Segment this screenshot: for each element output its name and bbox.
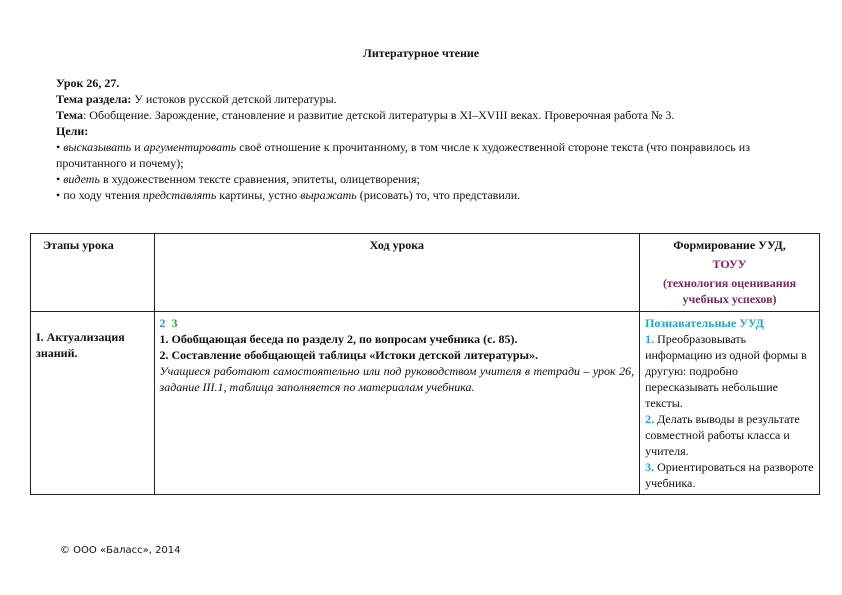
header-course: Ход урока (154, 234, 640, 312)
lesson-topic (56, 107, 796, 123)
uud-item-1 (645, 331, 814, 411)
goal-3-verb-1: представлять (142, 188, 217, 202)
goal-item-3 (56, 187, 796, 203)
uud-item-2 (645, 411, 814, 459)
goal-1-verb-1: высказывать (63, 140, 132, 154)
document-title: Литературное чтение (362, 46, 480, 60)
uud-item-3 (645, 459, 814, 491)
slide-numbers (160, 315, 635, 331)
lesson-table (30, 233, 820, 495)
course-item-1: 1. Обобщающая беседа по разделу 2, по вопросам учебника (с. 85). (159, 332, 518, 346)
header-uud-title: Формирование УУД, (673, 238, 786, 252)
section-theme (56, 91, 796, 107)
uud-item-3-text: Ориентироваться на развороте учебника. (645, 460, 814, 490)
uud-title: Познавательные УУД (645, 316, 764, 330)
goal-item-1 (56, 139, 796, 171)
uud-cell (640, 312, 820, 495)
goal-3-verb-2: выражать (300, 188, 357, 202)
lesson-number-text: Урок 26, 27. (56, 76, 120, 90)
goal-2-text: в художественном тексте сравнения, эпитеты, олицетворения; (99, 172, 420, 186)
header-uud (640, 234, 820, 312)
slide-number-green: 3 (171, 316, 178, 330)
lesson-topic-value: : Обобщение. Зарождение, становление и развитие детской литературы в XI–XVIII веках. Проверочная работа № 3. (82, 108, 675, 122)
goal-3-text-2: (рисовать) то, что представили. (356, 188, 521, 202)
uud-item-3-number: 3. (645, 460, 655, 474)
table-header-row (31, 234, 820, 312)
table-row (31, 312, 820, 495)
uud-item-1-text: Преобразовывать информацию из одной формы в другую: подробно пересказывать небольшие тексты. (645, 332, 807, 410)
copyright-footer: © ООО «Баласс», 2014 (60, 545, 181, 556)
goal-1-verb-2: аргументировать (143, 140, 237, 154)
course-item-2: 2. Составление обобщающей таблицы «Истоки детской литературы». (159, 348, 538, 362)
uud-item-2-text: Делать выводы в результате совместной работы класса и учителя. (645, 412, 800, 458)
header-touu-desc: (технология оценивания учебных успехов) (662, 276, 797, 306)
goal-3-text-0: по ходу чтения (63, 188, 143, 202)
goal-item-2 (56, 171, 796, 187)
course-cell (154, 312, 640, 495)
goals-heading (56, 123, 796, 139)
bullet-icon: • (56, 172, 61, 186)
stage-cell: I. Актуализация знаний. (31, 312, 155, 495)
bullet-icon: • (56, 140, 61, 154)
slide-number-blue: 2 (159, 316, 166, 330)
goals-label: Цели: (56, 124, 89, 138)
goal-2-verb: видеть (63, 172, 100, 186)
lesson-intro (56, 75, 796, 203)
course-note: Учащиеся работают самостоятельно или под руководством учителя в тетради – урок 26, задание III.1, таблица заполняется по материалам учебника. (159, 364, 635, 394)
uud-item-2-number: 2. (645, 412, 655, 426)
goal-1-text-2: своё отношение к прочитанному, в том числе к художественной стороне текста (что понравилось из прочитанного и почему); (56, 140, 750, 170)
goal-3-text-1: картины, устно (216, 188, 301, 202)
section-theme-value: У истоков русской детской литературы. (131, 92, 337, 106)
goal-1-text-1: и (131, 140, 144, 154)
header-touu: ТОУУ (712, 257, 747, 271)
header-stages: Этапы урока (31, 234, 155, 312)
uud-item-1-number: 1. (645, 332, 655, 346)
section-theme-label: Тема раздела: (56, 92, 132, 106)
lesson-number (56, 75, 796, 91)
lesson-topic-label: Тема (56, 108, 83, 122)
bullet-icon: • (56, 188, 61, 202)
